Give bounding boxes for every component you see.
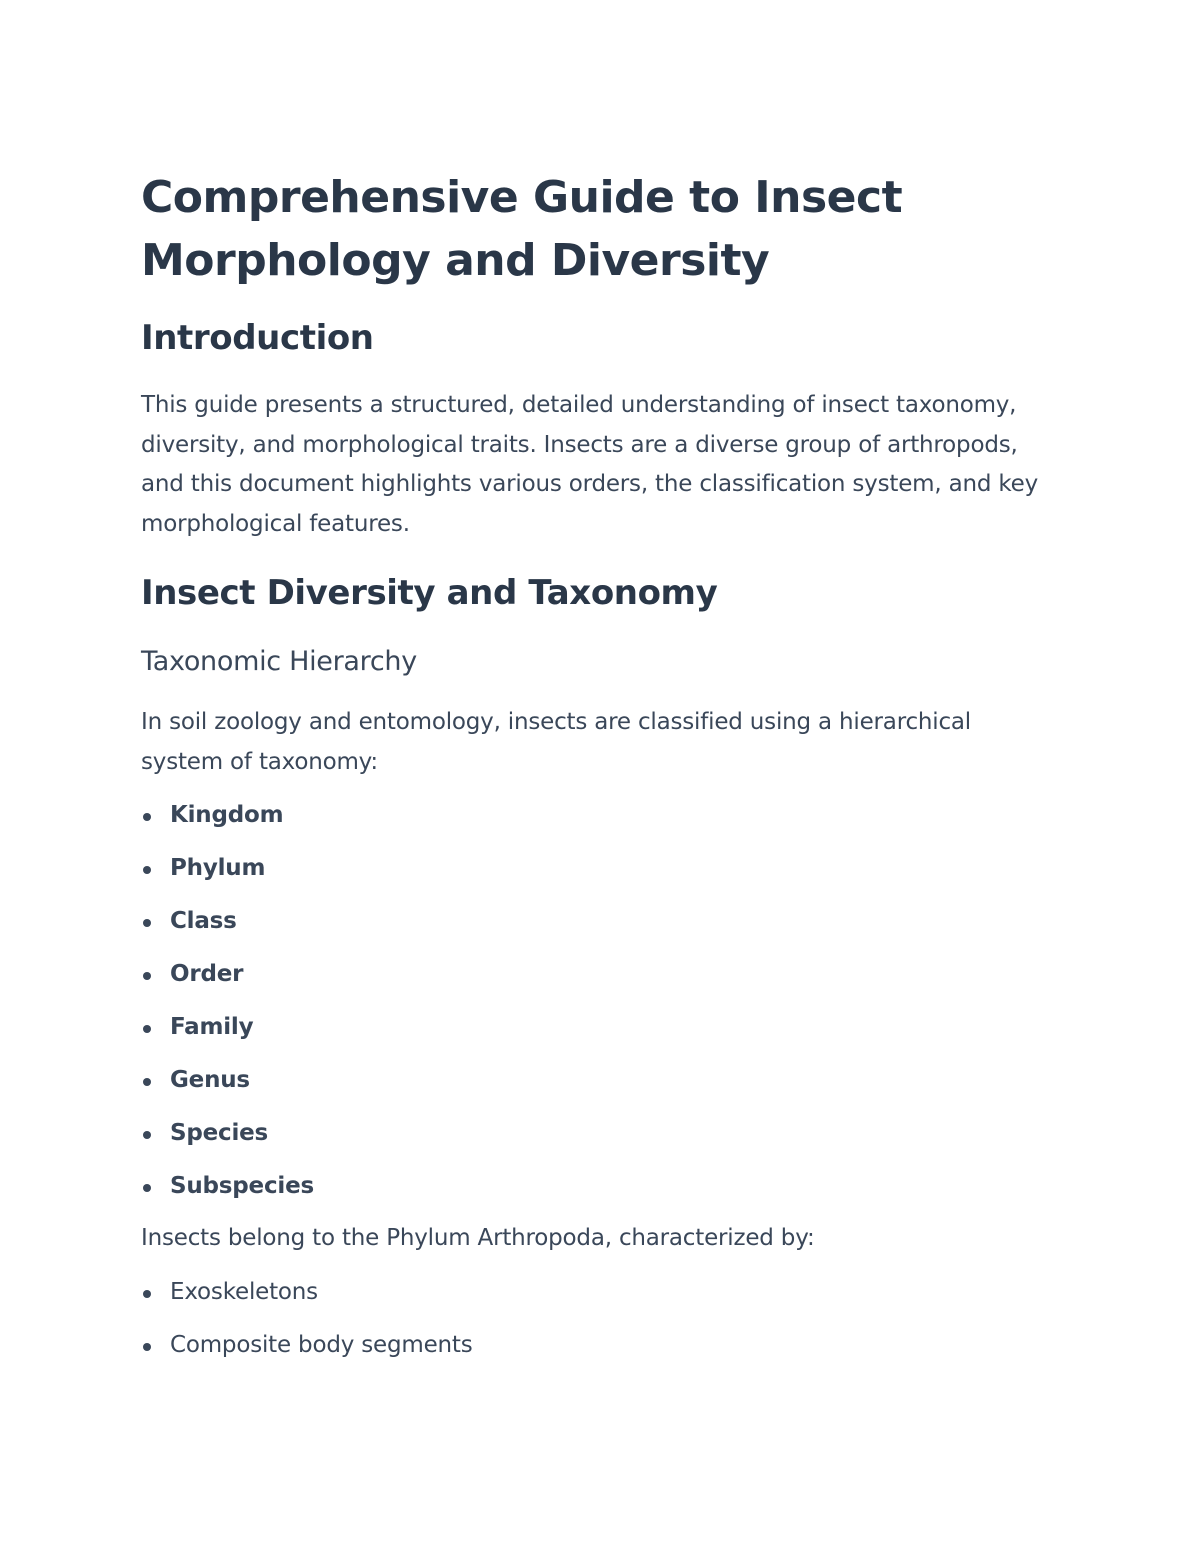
list-item-rank: Subspecies	[141, 1160, 314, 1213]
list-item-rank: Family	[141, 1001, 314, 1054]
list-item-trait: Composite body segments	[141, 1319, 473, 1372]
list-item-rank: Kingdom	[141, 789, 314, 842]
list-item-rank: Genus	[141, 1054, 314, 1107]
arthropoda-traits-list	[141, 1266, 473, 1372]
subsection-heading-taxonomic-hierarchy: Taxonomic Hierarchy	[141, 646, 417, 677]
list-item-trait: Exoskeletons	[141, 1266, 473, 1319]
list-item-rank: Species	[141, 1107, 314, 1160]
taxonomy-intro-paragraph: In soil zoology and entomology, insects are classified using a hierarchical system of taxonomy:	[141, 709, 971, 775]
taxonomic-ranks-list	[141, 789, 314, 1213]
arthropoda-intro-paragraph: Insects belong to the Phylum Arthropoda, characterized by:	[141, 1225, 815, 1251]
document-title: Comprehensive Guide to Insect Morphology and Diversity	[141, 172, 903, 286]
section-heading-diversity: Insect Diversity and Taxonomy	[141, 573, 718, 613]
list-item-rank: Order	[141, 948, 314, 1001]
list-item-rank: Class	[141, 895, 314, 948]
section-heading-introduction: Introduction	[141, 318, 374, 358]
introduction-paragraph: This guide presents a structured, detailed understanding of insect taxonomy, diversity, and morphological traits. Insects are a diverse group of arthropods, and this document highlights various orders, the classification system, and key morphological features.	[141, 392, 1039, 537]
list-item-rank: Phylum	[141, 842, 314, 895]
